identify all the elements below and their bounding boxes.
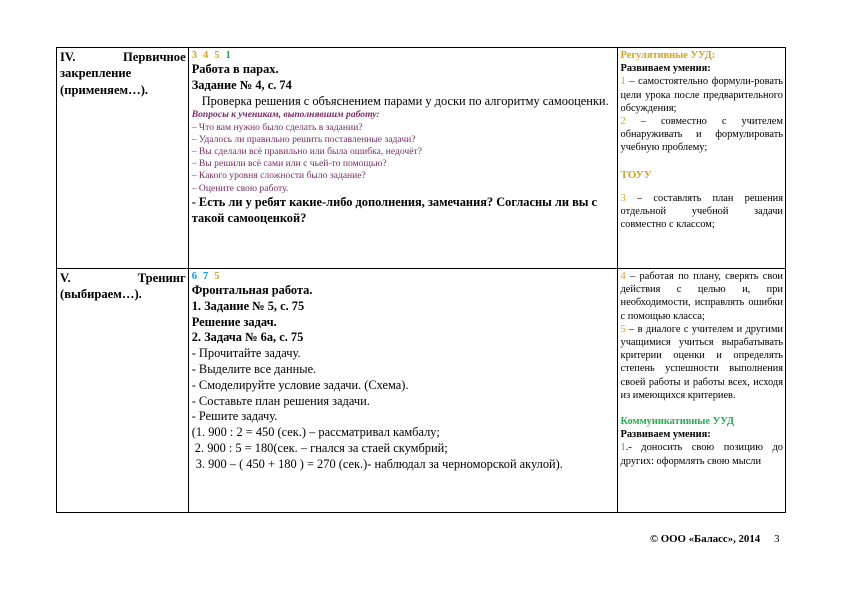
questions-header: Вопросы к ученикам, выполнявшим работу: — [191, 109, 380, 121]
uud-item-text: – самостоятельно формули-ровать цели урока после предварительного обсуждения; — [620, 76, 783, 114]
question-item: – Удалось ли правильно решить поставленные задачи? — [191, 133, 416, 145]
table-row-stage-4 — [57, 48, 786, 269]
slide-number: 5 — [214, 50, 220, 61]
slide-number: 3 — [191, 50, 197, 61]
activity-cell — [188, 269, 617, 513]
slide-number: 4 — [202, 50, 209, 61]
question-item: – Вы сделали всё правильно или была ошибка, недочёт? — [191, 146, 422, 157]
activity-line: - Составьте план решения задачи. — [191, 393, 370, 408]
stage-number: V. — [60, 271, 71, 285]
question-item: – Вы решили всё сами или с чьей-то помощью? — [191, 158, 387, 170]
closing-question: - Есть ли у ребят какие-либо дополнения, замечания? Согласны ли вы с такой самооценкой? — [191, 194, 598, 225]
question-item: – Что вам нужно было сделать в задании? — [191, 121, 363, 133]
question-item: – Какого уровня сложности было задание? — [191, 170, 366, 182]
stage-title-line: (применяем…). — [60, 82, 149, 97]
uud-item — [621, 75, 783, 115]
uud-item — [621, 192, 783, 232]
slide-number: 5 — [214, 271, 220, 282]
activity-line: 2. 900 : 5 = 180(сек. – гнался за стаей скумбрий; — [191, 440, 448, 455]
slide-number: 7 — [202, 271, 209, 282]
activity-line: (1. 900 : 2 = 450 (сек.) – рассматривал камбалу; — [191, 425, 440, 440]
uud-item-text: – составлять план решения отдельной учебной задачи совместно с классом; — [620, 192, 783, 231]
stage-cell — [57, 269, 189, 513]
activity-line: Фронтальная работа. — [191, 283, 313, 297]
activity-line: - Решите задачу. — [191, 409, 278, 424]
slide-number: 6 — [191, 271, 197, 282]
uud-cell — [617, 269, 785, 513]
uud-cell — [617, 48, 785, 269]
work-type: Работа в парах. — [191, 62, 279, 76]
uud-item-text: – совместно с учителем обнаруживать и формулировать учебную проблему; — [620, 116, 783, 154]
uud-item-number: 2 — [620, 116, 626, 128]
slide-numbers — [192, 49, 615, 62]
question-item: – Оцените свою работу. — [191, 182, 289, 194]
stage-title-line: (выбираем…). — [60, 287, 142, 302]
develop-skills-label: Развиваем умения: — [620, 63, 711, 75]
page-number: 3 — [774, 533, 780, 545]
uud-item-text: – работая по плану, сверять свои действия с целью и, при необходимости, исправлять ошибки с помощью класса; — [620, 271, 783, 322]
table-row-stage-5 — [57, 269, 786, 513]
stage-title-word: Тренинг — [137, 271, 186, 285]
uud-item-number: 4 — [620, 271, 626, 282]
stage-title-line: закрепление — [60, 66, 132, 81]
uud-header-regulative: Регулятивные УУД: — [620, 50, 716, 61]
uud-item-number: 1 — [620, 442, 626, 454]
uud-item — [621, 323, 783, 402]
activity-cell — [188, 48, 617, 269]
activity-line: Решение задач. — [191, 314, 277, 329]
uud-item-number: 5 — [620, 323, 626, 335]
stage-number: IV. — [60, 50, 76, 64]
stage-cell — [57, 48, 189, 269]
uud-item-number: 1 — [620, 76, 626, 88]
copyright: © ООО «Баласс», 2014 — [650, 533, 761, 545]
activity-line: - Смоделируйте условие задачи. (Схема). — [191, 377, 409, 392]
activity-line: 2. Задача № 6а, с. 75 — [191, 330, 304, 345]
slide-number: 1 — [225, 50, 231, 61]
lesson-plan-table — [56, 47, 786, 513]
uud-item — [621, 441, 783, 467]
uud-item-text: – в диалоге с учителем и другими учащимися учиться вырабатывать критерии оценки и определять степень успешности выполнения своей работы и работы всех, исходя из имеющихся критериев. — [620, 323, 783, 401]
task-reference: Задание № 4, с. 74 — [191, 77, 292, 92]
uud-item — [621, 115, 783, 155]
activity-line: 3. 900 – ( 450 + 180 ) = 270 (сек.)- наблюдал за черноморской акулой). — [195, 456, 563, 471]
uud-header-tou: ТОУУ — [620, 168, 652, 181]
uud-header-communicative: Коммуникативные УУД — [620, 416, 734, 428]
stage-title-word: Первичное — [123, 50, 186, 64]
activity-line: - Прочитайте задачу. — [191, 346, 301, 361]
develop-skills-label: Развиваем умения: — [620, 429, 711, 441]
activity-line: 1. Задание № 5, с. 75 — [191, 298, 305, 313]
activity-line: - Выделите все данные. — [191, 361, 317, 376]
uud-item-text: .- доносить свою позицию до других: оформлять свою мысли — [620, 442, 783, 467]
page-footer — [650, 533, 780, 545]
slide-numbers — [192, 270, 615, 283]
uud-item — [621, 270, 783, 323]
check-description: Проверка решения с объяснением парами у доски по алгоритму самооценки. — [201, 93, 609, 108]
uud-item-number: 3 — [620, 192, 626, 204]
